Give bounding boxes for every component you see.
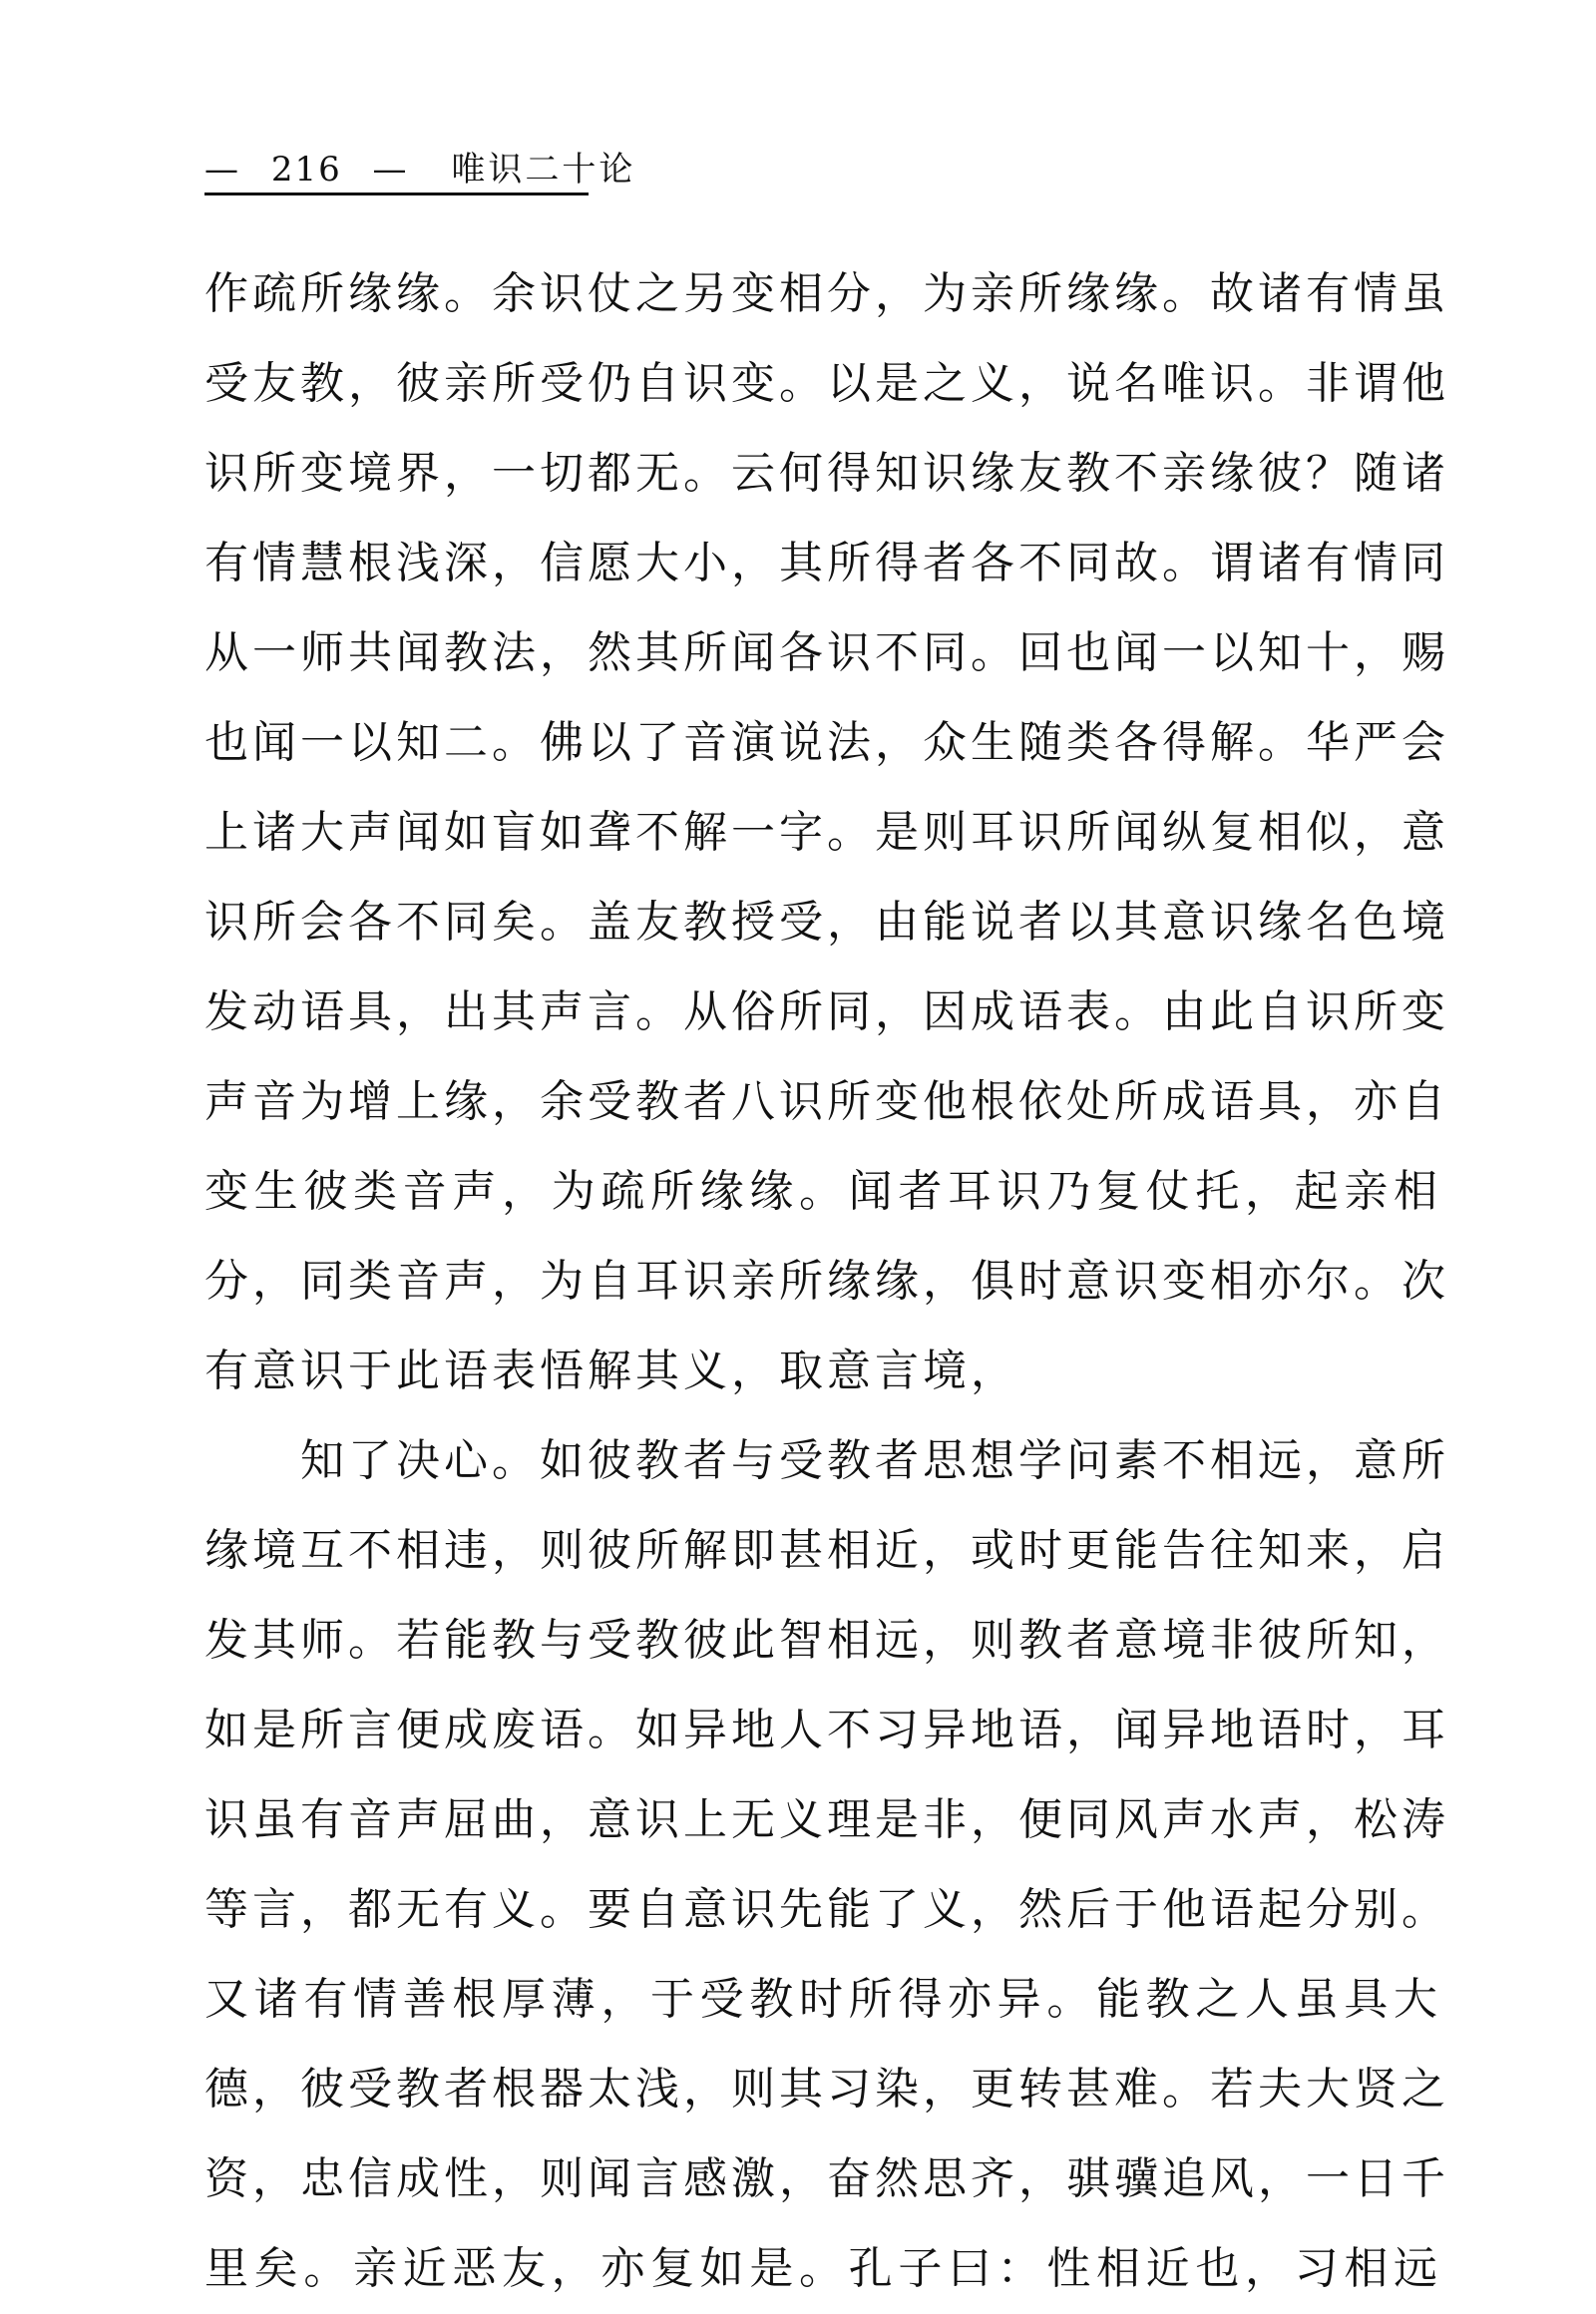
text-line: 缘境互不相违，则彼所解即甚相近，或时更能告往知来，启 [204, 1525, 1449, 1576]
header-dash-left: — [204, 150, 240, 190]
text-line: 从一师共闻教法，然其所闻各识不同。回也闻一以知十，赐 [204, 627, 1449, 678]
text-line: 发动语具，出其声言。从俗所同，因成语表。由此自识所变 [204, 986, 1449, 1037]
running-header [204, 148, 635, 192]
text-line: 声音为增上缘，余受教者八识所变他根依处所成语具，亦自 [204, 1076, 1449, 1127]
text-line: 识所变境界，一切都无。云何得知识缘友教不亲缘彼？随诸 [204, 448, 1449, 499]
text-line: 识虽有音声屈曲，意识上无义理是非，便同风声水声，松涛 [204, 1794, 1449, 1845]
text-line: 也闻一以知二。佛以了音演说法，众生随类各得解。华严会 [204, 717, 1449, 768]
text-line: 资，忠信成性，则闻言感激，奋然思齐，骐骥追风，一日千 [204, 2153, 1449, 2204]
text-line: 变生彼类音声，为疏所缘缘。闻者耳识乃复仗托，起亲相 [204, 1166, 1441, 1217]
text-line: 里矣。亲近恶友，亦复如是。孔子曰：性相近也，习相远 [204, 2243, 1441, 2294]
text-line: 如是所言便成废语。如异地人不习异地语，闻异地语时，耳 [204, 1705, 1449, 1755]
text-line: 识所会各不同矣。盖友教授受，由能说者以其意识缘名色境 [204, 897, 1449, 948]
header-dash-right: — [372, 150, 409, 190]
header-rule [204, 193, 589, 195]
text-line: 有情慧根浅深，信愿大小，其所得者各不同故。谓诸有情同 [204, 538, 1449, 588]
text-line: 发其师。若能教与受教彼此智相远，则教者意境非彼所知， [204, 1615, 1449, 1666]
text-line: 受友教，彼亲所受仍自识变。以是之义，说名唯识。非谓他 [204, 358, 1449, 409]
text-line: 又诸有情善根厚薄，于受教时所得亦异。能教之人虽具大 [204, 1974, 1441, 2025]
text-line: 德，彼受教者根器太浅，则其习染，更转甚难。若夫大贤之 [204, 2064, 1449, 2115]
text-line: 有意识于此语表悟解其义，取意言境， [204, 1346, 1018, 1396]
book-title: 唯识二十论 [451, 150, 636, 190]
body-text [204, 249, 1449, 2314]
text-line: 等言，都无有义。要自意识先能了义，然后于他语起分别。 [204, 1884, 1449, 1935]
text-line-paragraph-start: 知了决心。如彼教者与受教者思想学问素不相远，意所 [300, 1435, 1449, 1486]
text-line: 上诸大声闻如盲如聋不解一字。是则耳识所闻纵复相似，意 [204, 807, 1449, 858]
text-line: 作疏所缘缘。余识仗之另变相分，为亲所缘缘。故诸有情虽 [204, 268, 1449, 319]
page-number: 216 [270, 150, 342, 190]
text-line: 分，同类音声，为自耳识亲所缘缘，俱时意识变相亦尔。次 [204, 1256, 1449, 1307]
